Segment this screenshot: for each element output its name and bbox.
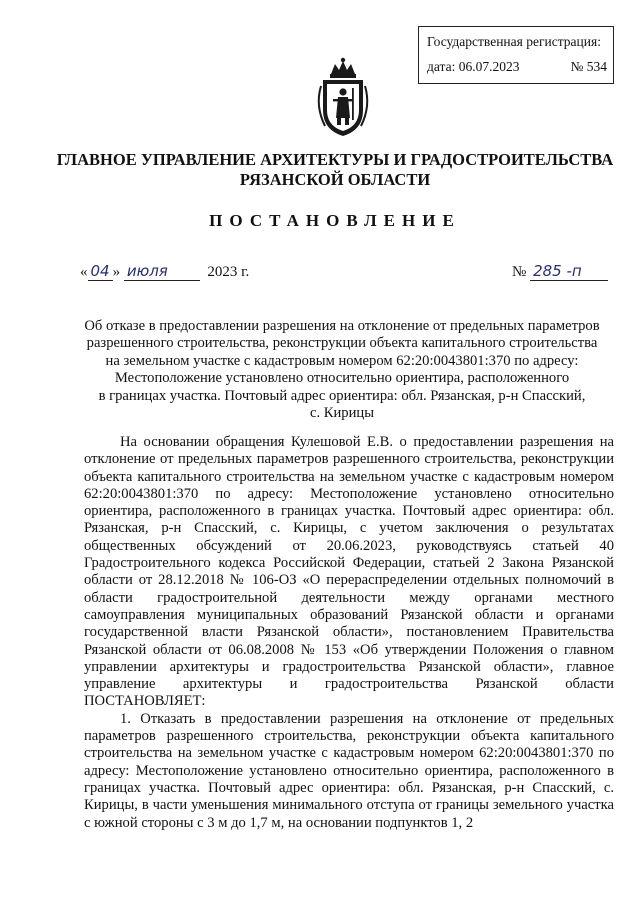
subject-line: разрешенного строительства, реконструкции объекта капитального строительства xyxy=(86,335,598,352)
subject-line: с. Кирицы xyxy=(309,405,375,422)
subject-line: Местоположение установлено относительно ориентира, расположенного xyxy=(114,370,570,387)
body-paragraph-preamble: На основании обращения Кулешовой Е.В. о предоставлении разрешения на отклонение от предельных параметров разрешенного строительства, реконструкции объекта капитального строительства на земельном участке с кадастровым номером 62:20:0043801:370 по адресу: Местоположение установлено относительно ориентира, расположенного в границах участка. Почтовый адрес ориентира: обл. Рязанская, р-н Спасский, с. Кирицы, с учетом заключения о результатах общественных обсуждений от 20.06.2023, руководствуясь статьей 40 Градостроительного кодекса Российской Федерации, статьей 2 Закона Рязанской области от 28.12.2018 № 106-ОЗ «О перераспределении отдельных полномочий в области градостроительной деятельности между органами местного самоуправления муниципальных образований Рязанской области и органами государственной власти Рязанской области», постановлением Правительства Рязанской области от 06.08.2008 № 153 «Об утверждении Положения о главном управлении архитектуры и градостроительства Рязанской области», главное управление архитектуры и градостроительства Рязанской области ПОСТАНОВЛЯЕТ: xyxy=(84,434,614,710)
document-subject xyxy=(70,318,614,422)
org-line-2: РЯЗАНСКОЙ ОБЛАСТИ xyxy=(239,170,431,189)
number-sign: № xyxy=(512,264,527,280)
document-type: ПОСТАНОВЛЕНИЕ xyxy=(209,211,461,230)
date-close-quote: » xyxy=(112,264,121,280)
registration-title: Государственная регистрация: xyxy=(427,34,601,49)
date-open-quote: « xyxy=(80,264,88,280)
subject-line: в границах участка. Почтовый адрес ориентира: обл. Рязанская, р-н Спасский, xyxy=(98,387,586,404)
coat-of-arms-icon xyxy=(311,56,375,140)
organization-name xyxy=(40,150,630,190)
body-paragraph-item-1: 1. Отказать в предоставлении разрешения на отклонение от предельных параметров разрешенного строительства, реконструкции объекта капитального строительства на земельном участке с кадастровым номером 62:20:0043801:370 по адресу: Местоположение установлено относительно ориентира, расположенного в границах участка. Почтовый адрес ориентира: обл. Рязанская, р-н Спасский, с. Кирицы, в части уменьшения минимального отступа от границы земельного участка с южной стороны с 3 м до 1,7 м, на основании подпунктов 1, 2 xyxy=(84,710,614,831)
registration-stamp xyxy=(418,26,614,84)
registration-date: дата: 06.07.2023 xyxy=(427,59,520,74)
org-line-1: ГЛАВНОЕ УПРАВЛЕНИЕ АРХИТЕКТУРЫ И ГРАДОСТРОИТЕЛЬСТВА xyxy=(56,150,614,169)
number-value: 285 -п xyxy=(530,262,608,281)
subject-line: Об отказе в предоставлении разрешения на отклонение от предельных параметров xyxy=(84,318,600,334)
date-day: 04 xyxy=(88,262,113,281)
date-year: 2023 г. xyxy=(207,264,250,280)
date-month: июля xyxy=(124,262,200,281)
registration-number: № 534 xyxy=(570,59,607,74)
document-number xyxy=(512,262,608,281)
document-date xyxy=(80,262,249,281)
document-body xyxy=(84,434,614,832)
subject-line: на земельном участке с кадастровым номером 62:20:0043801:370 по адресу: xyxy=(105,352,579,369)
